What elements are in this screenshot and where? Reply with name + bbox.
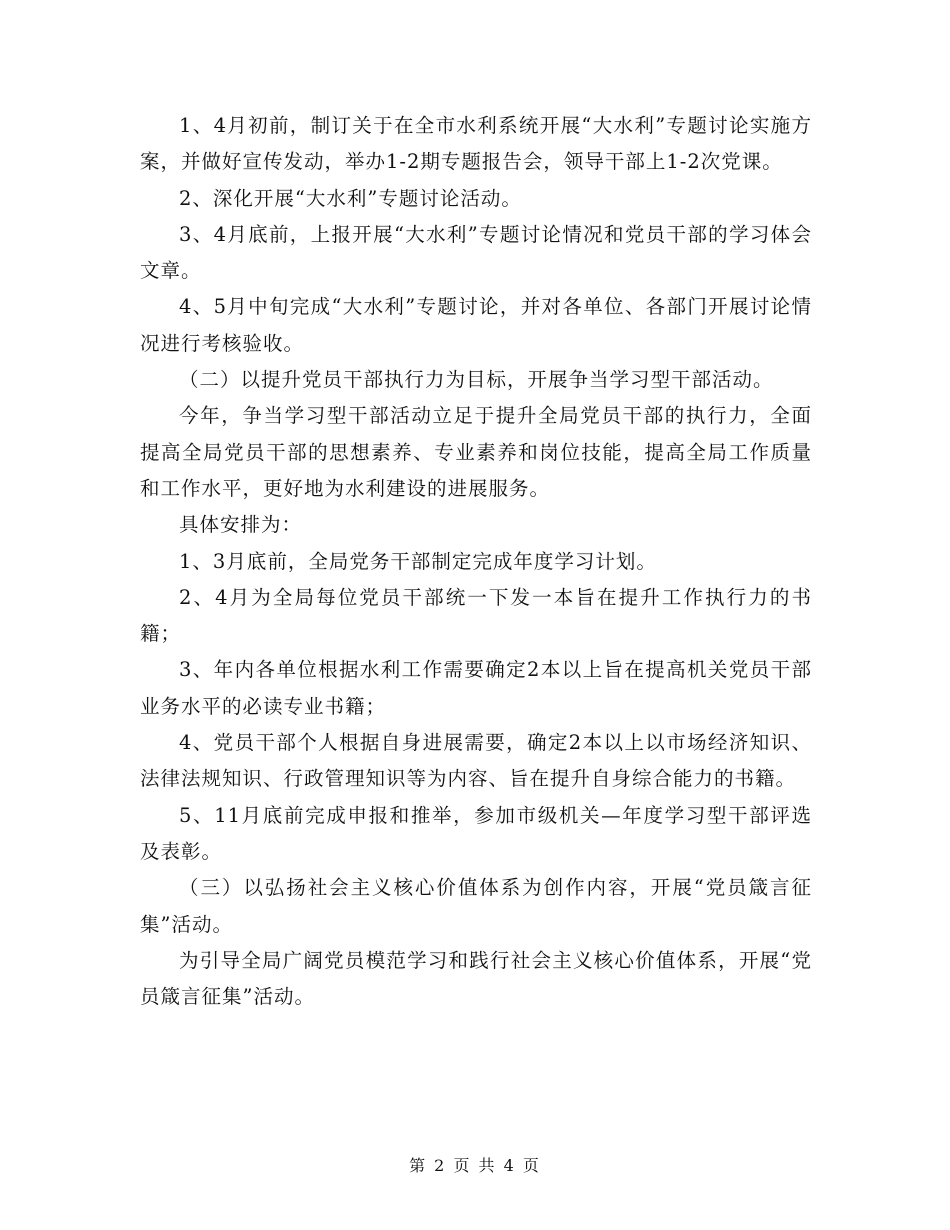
document-body [140, 108, 812, 1015]
paragraph: 5、11月底前完成申报和推举，参加市级机关—年度学习型干部评选及表彰。 [140, 803, 812, 863]
paragraph: 4、5月中旬完成“大水利”专题讨论，并对各单位、各部门开展讨论情况进行考核验收。 [140, 295, 812, 355]
paragraph: 3、4月底前，上报开展“大水利”专题讨论情况和党员干部的学习体会文章。 [140, 222, 812, 283]
paragraph: 具体安排为： [179, 513, 303, 537]
section-heading: （二）以提升党员干部执行力为目标，开展争当学习型干部活动。 [179, 368, 774, 392]
paragraph: 今年，争当学习型干部活动立足于提升全局党员干部的执行力，全面提高全局党员干部的思想素养、专业素养和岗位技能，提高全局工作质量和工作水平，更好地为水利建设的进展服务。 [140, 404, 812, 500]
paragraph: 2、4月为全局每位党员干部统一下发一本旨在提升工作执行力的书籍； [140, 585, 812, 646]
paragraph: 1、4月初前，制订关于在全市水利系统开展“大水利”专题讨论实施方案，并做好宣传发动，举办1-2期专题报告会，领导干部上1-2次党课。 [140, 114, 812, 174]
paragraph: 4、党员干部个人根据自身进展需要，确定2本以上以市场经济知识、法律法规知识、行政管理知识等为内容、旨在提升自身综合能力的书籍。 [140, 731, 812, 791]
section-heading: （三）以弘扬社会主义核心价值体系为创作内容，开展“党员箴言征集”活动。 [140, 876, 812, 936]
paragraph: 为引导全局广阔党员模范学习和践行社会主义核心价值体系，开展“党员箴言征集”活动。 [140, 948, 812, 1009]
paragraph: 3、年内各单位根据水利工作需要确定2本以上旨在提高机关党员干部业务水平的必读专业书籍； [140, 658, 812, 718]
paragraph: 1、3月底前，全局党务干部制定完成年度学习计划。 [179, 549, 657, 573]
page-footer: 第 2 页 共 4 页 [409, 1156, 541, 1175]
paragraph: 2、深化开展“大水利”专题讨论活动。 [179, 186, 522, 210]
